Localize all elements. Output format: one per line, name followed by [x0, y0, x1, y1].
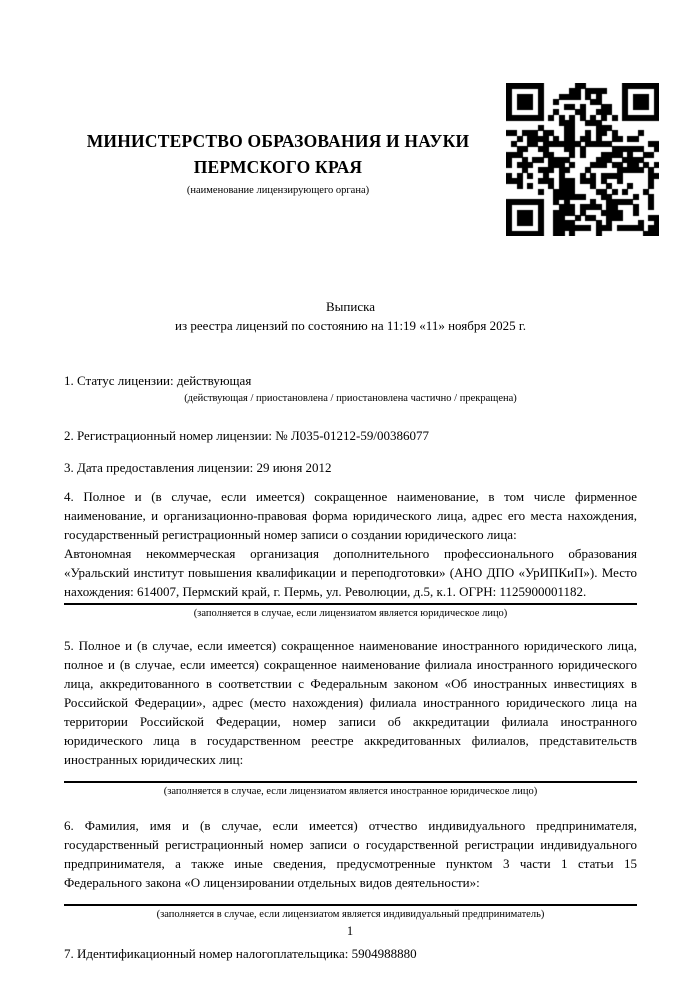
license-status-item [64, 371, 637, 406]
taxpayer-id-item: 7. Идентификационный номер налогоплательщика: 5904988880 [64, 946, 417, 961]
legal-entity-caption: (заполняется в случае, если лицензиатом является юридическое лицо) [193, 608, 508, 619]
page-number: 1 [346, 924, 354, 938]
foreign-entity-text: 5. Полное и (в случае, если имеется) сокращенное наименование иностранного юридического лица, полное и (в случае, если имеется) сокращенное наименование филиала иностранного юридического лица, аккредитованного в соответствии с Федеральным законом «Об иностранных инвестициях в Российской Федерации», адрес (место нахождения) филиала иностранного юридического лица на территории Российской Федерации, номер записи об аккредитации филиала иностранного юридического лица в государственном реестре аккредитованных филиалов, представительств иностранных юридических лиц: [64, 638, 637, 767]
license-registration-number: 2. Регистрационный номер лицензии: № Л035-01212-59/00386077 [64, 428, 430, 443]
legal-entity-fill-line [64, 603, 637, 605]
licensing-authority-caption: (наименование лицензирующего органа) [186, 185, 370, 196]
document-title [64, 297, 637, 335]
legal-entity-value: Автономная некоммерческая организация дополнительного профессионального образования «Уральский институт повышения квалификации и переподготовки» (АНО ДПО «УрИПКиП»). Место нахождения: 614007, Пермский край, г. Пермь, ул. Революции, д.5, к.1. ОГРН: 1125900001182. [64, 546, 637, 599]
document-title-line-1: Выписка [326, 299, 375, 314]
legal-entity-item [64, 487, 637, 621]
ministry-name-line-1: МИНИСТЕРСТВО ОБРАЗОВАНИЯ И НАУКИ [86, 131, 470, 151]
license-grant-date: 3. Дата предоставления лицензии: 29 июня 2012 [64, 460, 332, 475]
ministry-name-line-2: ПЕРМСКОГО КРАЯ [193, 157, 363, 177]
entrepreneur-item [64, 816, 637, 922]
document-title-line-2: из реестра лицензий по состоянию на 11:19 «11» ноября 2025 г. [175, 318, 526, 333]
foreign-entity-caption: (заполняется в случае, если лицензиатом является иностранное юридическое лицо) [163, 786, 538, 797]
document-body [64, 297, 637, 963]
entrepreneur-caption: (заполняется в случае, если лицензиатом является индивидуальный предприниматель) [156, 909, 545, 920]
qr-code-icon [506, 83, 659, 236]
legal-entity-text: 4. Полное и (в случае, если имеется) сокращенное наименование, в том числе фирменное наименование, и организационно-правовая форма юридического лица, адрес его места нахождения, государственный регистрационный номер записи о создании юридического лица: [64, 489, 637, 542]
foreign-entity-fill-line [64, 781, 637, 783]
license-status-options-caption: (действующая / приостановлена / приостановлена частично / прекращена) [184, 393, 517, 404]
entrepreneur-text: 6. Фамилия, имя и (в случае, если имеется) отчество индивидуального предпринимателя, государственный регистрационный номер записи о государственной регистрации индивидуального предпринимателя, а также иные сведения, предусмотренные пунктом 3 части 1 статьи 15 Федерального закона «О лицензировании отдельных видов деятельности»: [64, 818, 637, 890]
license-status-text: 1. Статус лицензии: действующая [64, 373, 252, 388]
entrepreneur-fill-line [64, 904, 637, 906]
licensing-authority-header [58, 128, 498, 197]
foreign-entity-item [64, 636, 637, 799]
